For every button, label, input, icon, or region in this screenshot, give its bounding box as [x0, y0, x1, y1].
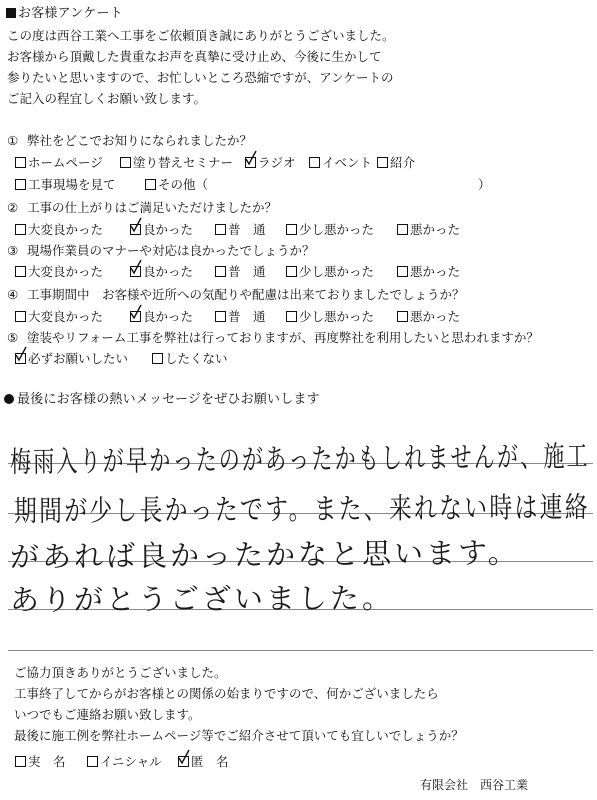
check-mark-icon	[130, 259, 142, 275]
question-3	[7, 243, 315, 259]
intro-paragraph	[7, 25, 395, 109]
option-homepage[interactable]	[15, 155, 103, 171]
option-radio[interactable]	[245, 155, 296, 171]
option-event[interactable]	[309, 155, 372, 171]
option-label: ラジオ	[258, 155, 296, 170]
option-bad[interactable]	[397, 264, 460, 280]
check-mark-icon	[245, 150, 257, 166]
option-label: したくない	[165, 351, 228, 366]
option-label: ホームページ	[28, 155, 103, 170]
option-bad[interactable]	[397, 222, 460, 238]
option-paint-seminar[interactable]	[120, 155, 233, 171]
checkbox[interactable]	[15, 179, 26, 190]
option-label: 普 通	[228, 309, 266, 324]
question-number: ①	[7, 133, 19, 148]
survey-title-text: お客様アンケート	[18, 6, 123, 21]
question-5	[7, 330, 539, 346]
option-initials[interactable]	[87, 754, 162, 770]
question-text: 工事期間中 お客様や近所への気配りや配慮は出来ておりましたでしょうか？	[27, 287, 465, 302]
option-average[interactable]	[215, 309, 266, 325]
option-label: 必ずお願いしたい	[28, 351, 129, 366]
option-label: イニシャル	[100, 754, 162, 769]
question-text: 現場作業員のマナーや対応は良かったでしょうか？	[27, 243, 315, 258]
option-other[interactable]	[145, 177, 208, 193]
option-very-good[interactable]	[15, 222, 103, 238]
checkbox[interactable]	[397, 311, 408, 322]
checkbox[interactable]	[286, 224, 297, 235]
check-mark-icon	[178, 749, 190, 765]
question-4	[7, 287, 465, 303]
company-name: 有限会社 西谷工業	[420, 778, 529, 792]
footer-line: ご協力頂きありがとうございました。	[14, 665, 227, 680]
question-2	[7, 200, 277, 216]
option-label: 塗り替えセミナー	[133, 155, 234, 170]
option-label: 大変良かった	[28, 309, 104, 324]
checkbox[interactable]	[152, 353, 163, 364]
option-label: 大変良かった	[28, 264, 104, 279]
option-real-name[interactable]	[15, 754, 66, 770]
checkbox[interactable]	[15, 266, 26, 277]
checkbox-checked[interactable]	[130, 224, 141, 235]
check-mark-icon	[130, 217, 142, 233]
check-mark-icon	[130, 304, 142, 320]
handwritten-line: ありがとうございました。	[9, 580, 395, 617]
option-label: 普 通	[228, 222, 266, 237]
checkbox[interactable]	[215, 266, 226, 277]
checkbox-checked[interactable]	[178, 756, 189, 767]
checkbox[interactable]	[286, 266, 297, 277]
option-slightly-bad[interactable]	[286, 222, 374, 238]
handwritten-line: 期間が少し長かったです。また、来れない時は連絡	[13, 489, 591, 528]
option-label: 普 通	[228, 264, 266, 279]
checkbox-checked[interactable]	[130, 311, 141, 322]
option-no[interactable]	[152, 351, 228, 367]
checkbox-checked[interactable]	[245, 157, 256, 168]
other-closing-paren: ）	[478, 177, 491, 192]
question-number: ⑤	[7, 330, 19, 345]
checkbox[interactable]	[120, 157, 131, 168]
option-label: その他（	[158, 177, 209, 192]
question-1	[7, 133, 252, 149]
option-average[interactable]	[215, 264, 266, 280]
option-label: 悪かった	[410, 264, 461, 279]
option-good[interactable]	[130, 264, 193, 280]
checkbox[interactable]	[397, 224, 408, 235]
question-number: ③	[7, 243, 19, 258]
option-label: 大変良かった	[28, 222, 104, 237]
option-referral[interactable]	[377, 155, 415, 171]
question-text: 弊社をどこでお知りになられましたか？	[27, 133, 253, 148]
option-very-good[interactable]	[15, 309, 103, 325]
checkbox[interactable]	[145, 179, 156, 190]
message-heading-text: 最後にお客様の熱いメッセージをぜひお願いします	[17, 392, 320, 407]
intro-line: ご記入の程宜しくお願い致します。	[7, 91, 207, 106]
option-label: 匿 名	[191, 754, 229, 769]
option-slightly-bad[interactable]	[286, 264, 374, 280]
option-label: 良かった	[143, 309, 194, 324]
checkbox[interactable]	[397, 266, 408, 277]
option-average[interactable]	[215, 222, 266, 238]
option-good[interactable]	[130, 222, 193, 238]
option-bad[interactable]	[397, 309, 460, 325]
footer-line: 最後に施工例を弊社ホームページ等でご紹介させて頂いても宜しいでしょうか？	[14, 728, 464, 743]
circle-bullet-icon	[4, 394, 14, 404]
option-label: 良かった	[143, 264, 194, 279]
option-label: 紹介	[390, 155, 416, 170]
option-label: イベント	[322, 155, 373, 170]
option-label: 悪かった	[410, 222, 461, 237]
footer-line: 工事終了してからがお客様との関係の始まりですので、何かございましたら	[14, 686, 439, 701]
checkbox[interactable]	[286, 311, 297, 322]
handwritten-line: 梅雨入りが早かったのがあったかもしれませんが、施工	[9, 438, 590, 479]
option-label: 悪かった	[410, 309, 461, 324]
option-saw-site[interactable]	[15, 177, 116, 193]
question-number: ④	[7, 287, 19, 302]
checkbox[interactable]	[15, 157, 26, 168]
square-bullet-icon	[6, 8, 16, 18]
footer-line: いつでもご連絡お願い致します。	[14, 707, 201, 722]
checkbox[interactable]	[15, 311, 26, 322]
checkbox[interactable]	[215, 224, 226, 235]
option-anonymous[interactable]	[178, 754, 229, 770]
checkbox[interactable]	[377, 157, 388, 168]
option-good[interactable]	[130, 309, 193, 325]
checkbox[interactable]	[15, 224, 26, 235]
checkbox-checked[interactable]	[15, 353, 26, 364]
handwritten-line: があれば良かったかなと思います。	[9, 535, 520, 574]
intro-line: お客様から頂戴した貴重なお声を真摯に受け止め、今後に生かして	[7, 49, 382, 64]
intro-line: 参りたいと思いますので、お忙しいところ恐縮ですが、アンケートの	[7, 70, 394, 85]
checkbox[interactable]	[309, 157, 320, 168]
option-very-good[interactable]	[15, 264, 103, 280]
option-label: 良かった	[143, 222, 194, 237]
checkbox[interactable]	[87, 756, 98, 767]
checkbox[interactable]	[215, 311, 226, 322]
intro-line: この度は西谷工業へ工事をご依頼頂き誠にありがとうございました。	[7, 28, 395, 43]
checkbox[interactable]	[15, 756, 26, 767]
option-definitely[interactable]	[15, 351, 128, 367]
survey-title	[6, 6, 123, 22]
option-label: 実 名	[28, 754, 66, 769]
question-text: 工事の仕上がりはご満足いただけましたか？	[27, 200, 278, 215]
question-text: 塗装やリフォーム工事を弊社は行っておりますが、再度弊社を利用したいと思われますか？	[27, 330, 539, 345]
checkbox-checked[interactable]	[130, 266, 141, 277]
option-label: 少し悪かった	[299, 222, 375, 237]
check-mark-icon	[15, 346, 27, 362]
message-heading	[4, 392, 320, 408]
option-label: 少し悪かった	[299, 264, 375, 279]
question-number: ②	[7, 200, 19, 215]
footer-paragraph	[14, 662, 464, 746]
option-slightly-bad[interactable]	[286, 309, 374, 325]
option-label: 工事現場を見て	[28, 177, 116, 192]
ruled-line	[8, 650, 593, 651]
option-label: 少し悪かった	[299, 309, 375, 324]
